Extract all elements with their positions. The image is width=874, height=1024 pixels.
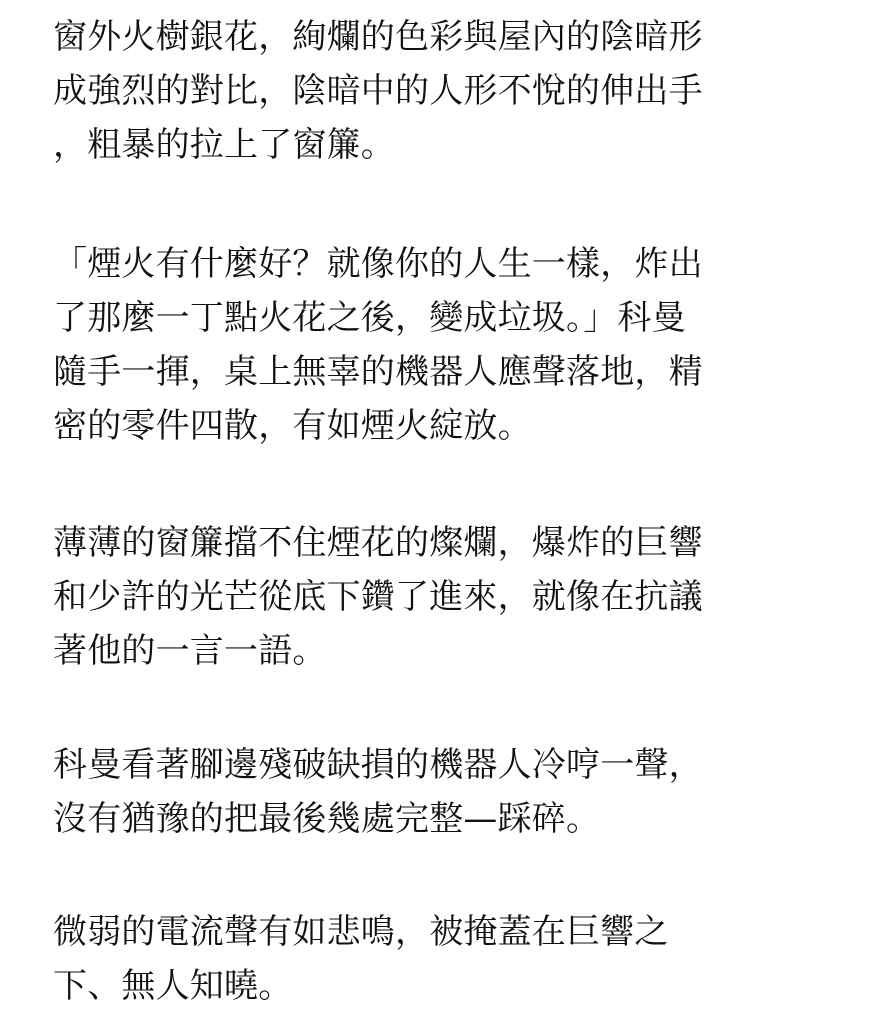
text-line: 「煙火有什麼好？就像你的人生一樣，炸出	[53, 244, 703, 284]
text-line: 薄薄的窗簾擋不住煙花的燦爛，爆炸的巨響	[53, 523, 703, 563]
text-line: ，粗暴的拉上了窗簾。	[53, 125, 395, 165]
text-line: 下、無人知曉。	[53, 966, 293, 1006]
text-line: 成強烈的對比，陰暗中的人形不悅的伸出手	[53, 71, 703, 111]
text-line: 窗外火樹銀花，絢爛的色彩與屋內的陰暗形	[53, 17, 703, 57]
text-line: 著他的一言一語。	[53, 631, 327, 671]
text-line: 隨手一揮，桌上無辜的機器人應聲落地，精	[53, 352, 703, 392]
text-line: 微弱的電流聲有如悲鳴，被掩蓋在巨響之	[53, 912, 669, 952]
text-line: 密的零件四散，有如煙火綻放。	[53, 406, 532, 446]
text-line: 和少許的光芒從底下鑽了進來，就像在抗議	[53, 577, 703, 617]
text-line: 科曼看著腳邊殘破缺損的機器人冷哼一聲，	[53, 745, 703, 785]
text-line: 了那麼一丁點火花之後，變成垃圾。」科曼	[53, 298, 686, 338]
text-line: 沒有猶豫的把最後幾處完整—踩碎。	[53, 799, 601, 839]
